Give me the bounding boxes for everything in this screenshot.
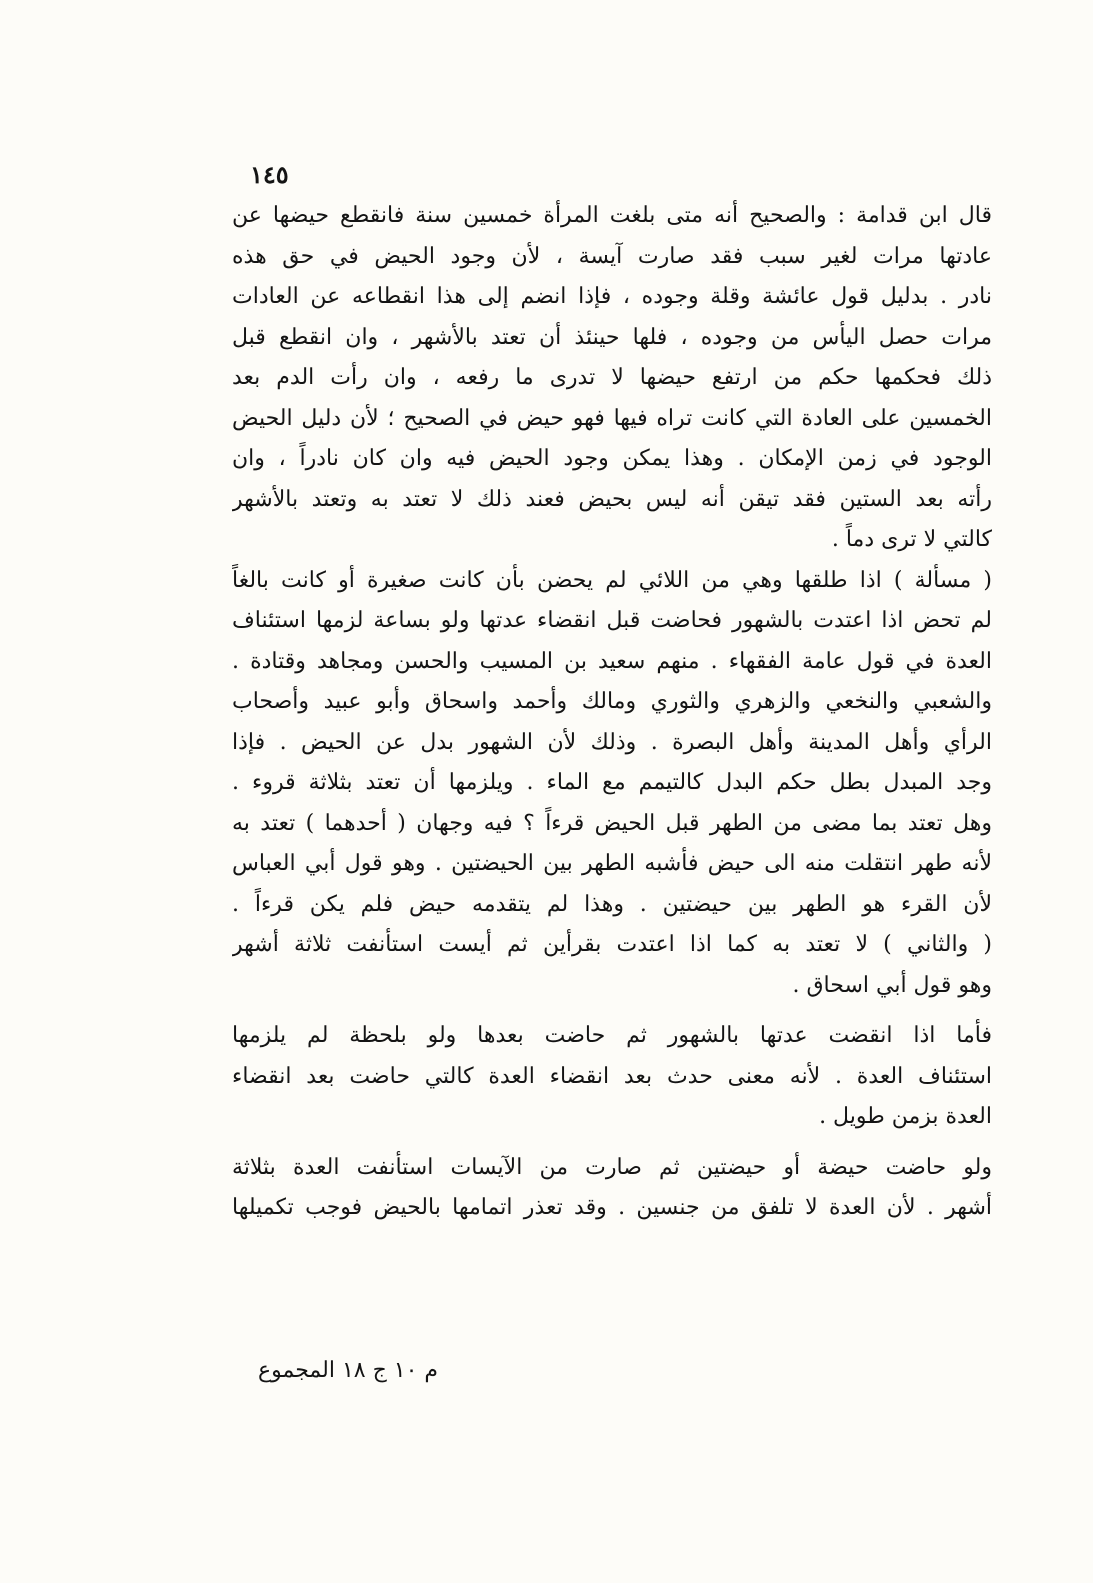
text-line: عادتها مرات لغير سبب فقد صارت آيسة ، لأن وجود الحيض في حق هذه	[232, 243, 992, 269]
text-line: وجد المبدل بطل حكم البدل كالتيمم مع الماء . ويلزمها أن تعتد بثلاثة قروء .	[232, 770, 992, 795]
text-line: ( والثاني ) لا تعتد به كما اذا اعتدت بقرأين ثم أيست استأنفت ثلاثة أشهر	[232, 932, 992, 957]
text-line: لم تحض اذا اعتدت بالشهور فحاضت قبل انقضاء عدتها ولو بساعة لزمها استئناف	[232, 608, 992, 633]
text-line: وهو قول أبي اسحاق .	[792, 972, 992, 998]
text-line: الخمسين على العادة التي كانت تراه فيها فهو حيض في الصحيح ؛ لأن دليل الحيض	[232, 405, 992, 431]
footer-signature: م ١٠ ج ١٨ المجموع	[258, 1358, 439, 1383]
text-line: ( مسألة ) اذا طلقها وهي من اللائي لم يحضن بأن كانت صغيرة أو كانت بالغاً	[232, 567, 992, 593]
text-line: لأنه طهر انتقلت منه الى حيض فأشبه الطهر بين الحيضتين . وهو قول أبي العباس	[232, 851, 992, 876]
text-line: أشهر . لأن العدة لا تلفق من جنسين . وقد تعذر اتمامها بالحيض فوجب تكميلها	[232, 1195, 992, 1220]
paragraph-gap	[232, 1006, 992, 1016]
text-line: لأن القرء هو الطهر بين حيضتين . وهذا لم يتقدمه حيض فلم يكن قرءاً .	[232, 891, 992, 917]
text-line: العدة بزمن طويل .	[819, 1104, 992, 1129]
text-line: قال ابن قدامة : والصحيح أنه متى بلغت المرأة خمسين سنة فانقطع حيضها عن	[232, 203, 992, 228]
text-line: ذلك فحكمها حكم من ارتفع حيضها لا تدرى ما رفعه ، وان رأت الدم بعد	[232, 365, 992, 390]
text-line: الوجود في زمن الإمكان . وهذا يمكن وجود الحيض فيه وان كان نادراً ، وان	[232, 446, 992, 471]
page-number: ١٤٥	[250, 160, 289, 189]
text-line: الرأي وأهل المدينة وأهل البصرة . وذلك لأن الشهور بدل عن الحيض . فإذا	[232, 729, 992, 755]
text-line: وهل تعتد بما مضى من الطهر قبل الحيض قرءاً ؟ فيه وجهان ( أحدهما ) تعتد به	[232, 810, 992, 836]
paragraph	[232, 1148, 992, 1229]
text-line: كالتي لا ترى دماً .	[831, 527, 992, 552]
text-block	[232, 196, 992, 1229]
paragraph-gap	[232, 1138, 992, 1148]
paragraph	[232, 561, 992, 1007]
text-line: العدة في قول عامة الفقهاء . منهم سعيد بن المسيب والحسن ومجاهد وقتادة .	[232, 648, 992, 674]
text-line: رأته بعد الستين فقد تيقن أنه ليس بحيض فعند ذلك لا تعتد به وتعتد بالأشهر	[232, 486, 992, 512]
text-line: والشعبي والنخعي والزهري والثوري ومالك وأحمد واسحاق وأبو عبيد وأصحاب	[232, 689, 992, 714]
text-line: نادر . بدليل قول عائشة وقلة وجوده ، فإذا انضم إلى هذا انقطاعه عن العادات	[232, 284, 992, 309]
paragraph	[232, 1016, 992, 1138]
text-line: استئناف العدة . لأنه معنى حدث بعد انقضاء العدة كالتي حاضت بعد انقضاء	[232, 1063, 992, 1089]
text-line: مرات حصل اليأس من وجوده ، فلها حينئذ أن تعتد بالأشهر ، وان انقطع قبل	[232, 324, 992, 350]
text-line: ولو حاضت حيضة أو حيضتين ثم صارت من الآيسات استأنفت العدة بثلاثة	[232, 1154, 992, 1180]
paragraph	[232, 196, 992, 561]
text-line: فأما اذا انقضت عدتها بالشهور ثم حاضت بعدها ولو بلحظة لم يلزمها	[232, 1023, 992, 1048]
